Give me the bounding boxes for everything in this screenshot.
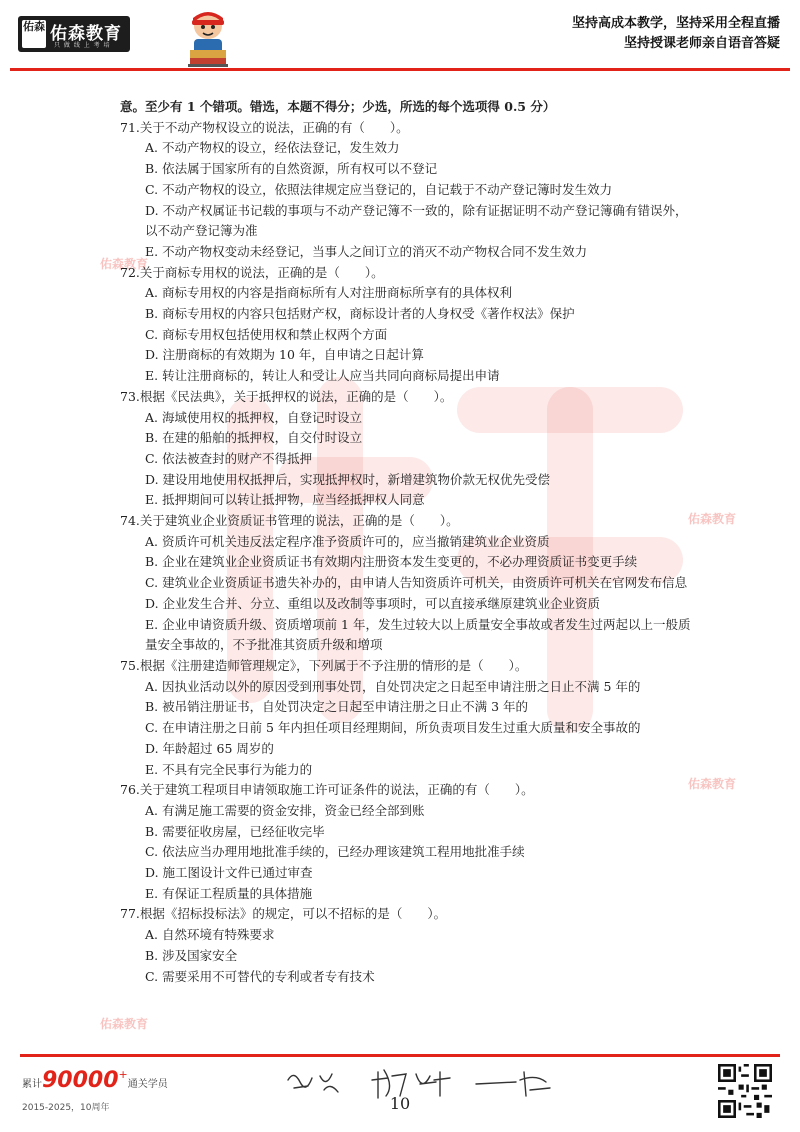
question-option: B. 需要征收房屋，已经征收完毕 bbox=[145, 823, 325, 839]
question-stem: 77.根据《招标投标法》的规定，可以不招标的是（ ）。 bbox=[120, 906, 447, 922]
question-option: B. 涉及国家安全 bbox=[145, 947, 238, 963]
stat-suffix: 通关学员 bbox=[127, 1079, 168, 1090]
question-option: E. 抵押期间可以转让抵押物，应当经抵押权人同意 bbox=[145, 492, 425, 508]
question-option: C. 不动产物权的设立，依照法律规定应当登记的，自记载于不动产登记簿时发生效力 bbox=[145, 181, 613, 197]
slogan-line-1: 坚持高成本教学，坚持采用全程直播 bbox=[571, 16, 780, 31]
question-option: A. 海域使用权的抵押权，自登记时设立 bbox=[145, 409, 362, 425]
question-option: B. 在建的船舶的抵押权，自交付时设立 bbox=[145, 430, 363, 446]
slogan-line-2: 坚持授课老师亲自语音答疑 bbox=[623, 36, 780, 51]
question-option: D. 不动产权属证书记载的事项与不动产登记簿不一致的，除有证据证明不动产登记簿确有错误外，以不动产登记簿为准 bbox=[145, 202, 688, 239]
qr-code-icon[interactable] bbox=[718, 1064, 772, 1118]
question-option: D. 年龄超过 65 周岁的 bbox=[145, 740, 274, 756]
stat-number: 90000 bbox=[42, 1068, 119, 1093]
question-option: E. 企业申请资质升级、资质增项前 1 年，发生过较大以上质量安全事故或者发生过两起以上一般质量安全事故的，不予批准其资质升级和增项 bbox=[145, 616, 691, 653]
question-option: C. 依法被查封的财产不得抵押 bbox=[145, 450, 313, 466]
question-option: E. 有保证工程质量的具体措施 bbox=[145, 885, 313, 901]
question-option: A. 自然环境有特殊要求 bbox=[145, 927, 275, 943]
watermark-text: 佑森教育 bbox=[688, 512, 737, 526]
question-option: B. 依法属于国家所有的自然资源，所有权可以不登记 bbox=[145, 161, 438, 177]
question-stem: 72.关于商标专用权的说法，正确的是（ ）。 bbox=[120, 264, 384, 280]
question-option: C. 建筑业企业资质证书遗失补办的，由申请人告知资质许可机关，由资质许可机关在官网发布信息 bbox=[145, 575, 688, 591]
page-header bbox=[0, 0, 800, 72]
question-option: C. 商标专用权包括使用权和禁止权两个方面 bbox=[145, 326, 388, 342]
watermark-text: 佑森教育 bbox=[100, 1017, 149, 1031]
question-option: A. 资质许可机关违反法定程序准予资质许可的，应当撤销建筑业企业资质 bbox=[145, 533, 550, 549]
handwritten-signature-icon bbox=[280, 1062, 560, 1106]
question-option: C. 依法应当办理用地批准手续的，已经办理该建筑工程用地批准手续 bbox=[145, 844, 525, 860]
question-option: C. 需要采用不可替代的专利或者专有技术 bbox=[145, 968, 375, 984]
question-stem: 73.根据《民法典》，关于抵押权的说法，正确的是（ ）。 bbox=[120, 388, 453, 404]
exam-questions bbox=[120, 97, 695, 987]
question-option: B. 商标专用权的内容只包括财产权，商标设计者的人身权受《著作权法》保护 bbox=[145, 306, 575, 322]
question-stem: 71.关于不动产物权设立的说法，正确的有（ ）。 bbox=[120, 119, 409, 135]
slogan bbox=[572, 14, 780, 54]
question-option: D. 注册商标的有效期为 10 年，自申请之日起计算 bbox=[145, 347, 424, 363]
watermark-text: 佑森教育 bbox=[688, 777, 737, 791]
question-stem: 76.关于建筑工程项目申请领取施工许可证条件的说法，正确的有（ ）。 bbox=[120, 782, 534, 798]
mascot-icon bbox=[180, 6, 236, 68]
question-option: B. 企业在建筑业企业资质证书有效期内注册资本发生变更的，不必办理资质证书变更手续 bbox=[145, 554, 638, 570]
logo-seal: 佑森 bbox=[22, 20, 46, 48]
question-option: D. 建设用地使用权抵押后，实现抵押权时，新增建筑物价款无权优先受偿 bbox=[145, 471, 551, 487]
watermark-text: 佑森教育 bbox=[100, 257, 149, 271]
page-number: 10 bbox=[389, 1094, 411, 1113]
logo-tagline: 只 做 线 上 考 培 bbox=[54, 42, 111, 49]
question-option: D. 施工图设计文件已通过审查 bbox=[145, 865, 313, 881]
anniversary-years: 2015-2025，10周年 bbox=[22, 1103, 110, 1113]
question-option: A. 不动产物权的设立，经依法登记，发生效力 bbox=[145, 140, 400, 156]
stat-plus: + bbox=[118, 1068, 128, 1081]
brand-logo bbox=[18, 16, 130, 52]
section-intro: 意。至少有 1 个错项。错选，本题不得分；少选，所选的每个选项得 0.5 分） bbox=[120, 99, 556, 114]
question-option: E. 转让注册商标的，转让人和受让人应当共同向商标局提出申请 bbox=[145, 368, 500, 384]
stat-prefix: 累计 bbox=[22, 1079, 42, 1090]
question-option: A. 因执业活动以外的原因受到刑事处罚，自处罚决定之日起至申请注册之日止不满 5 年的 bbox=[145, 678, 641, 694]
header-divider bbox=[10, 68, 790, 71]
student-stat bbox=[22, 1068, 168, 1093]
question-option: E. 不动产物权变动未经登记，当事人之间订立的消灭不动产物权合同不发生效力 bbox=[145, 243, 588, 259]
footer-divider bbox=[20, 1054, 780, 1057]
question-option: E. 不具有完全民事行为能力的 bbox=[145, 761, 313, 777]
question-stem: 74.关于建筑业企业资质证书管理的说法，正确的是（ ）。 bbox=[120, 513, 459, 529]
question-option: C. 在申请注册之日前 5 年内担任项目经理期间，所负责项目发生过重大质量和安全事故的 bbox=[145, 720, 641, 736]
question-option: A. 商标专用权的内容是指商标所有人对注册商标所享有的具体权利 bbox=[145, 285, 512, 301]
logo-name: 佑森教育 bbox=[50, 24, 122, 44]
question-option: D. 企业发生合并、分立、重组以及改制等事项时，可以直接承继原建筑业企业资质 bbox=[145, 595, 601, 611]
question-option: B. 被吊销注册证书，自处罚决定之日起至申请注册之日止不满 3 年的 bbox=[145, 699, 529, 715]
question-option: A. 有满足施工需要的资金安排，资金已经全部到账 bbox=[145, 802, 425, 818]
question-stem: 75.根据《注册建造师管理规定》，下列属于不予注册的情形的是（ ）。 bbox=[120, 657, 528, 673]
